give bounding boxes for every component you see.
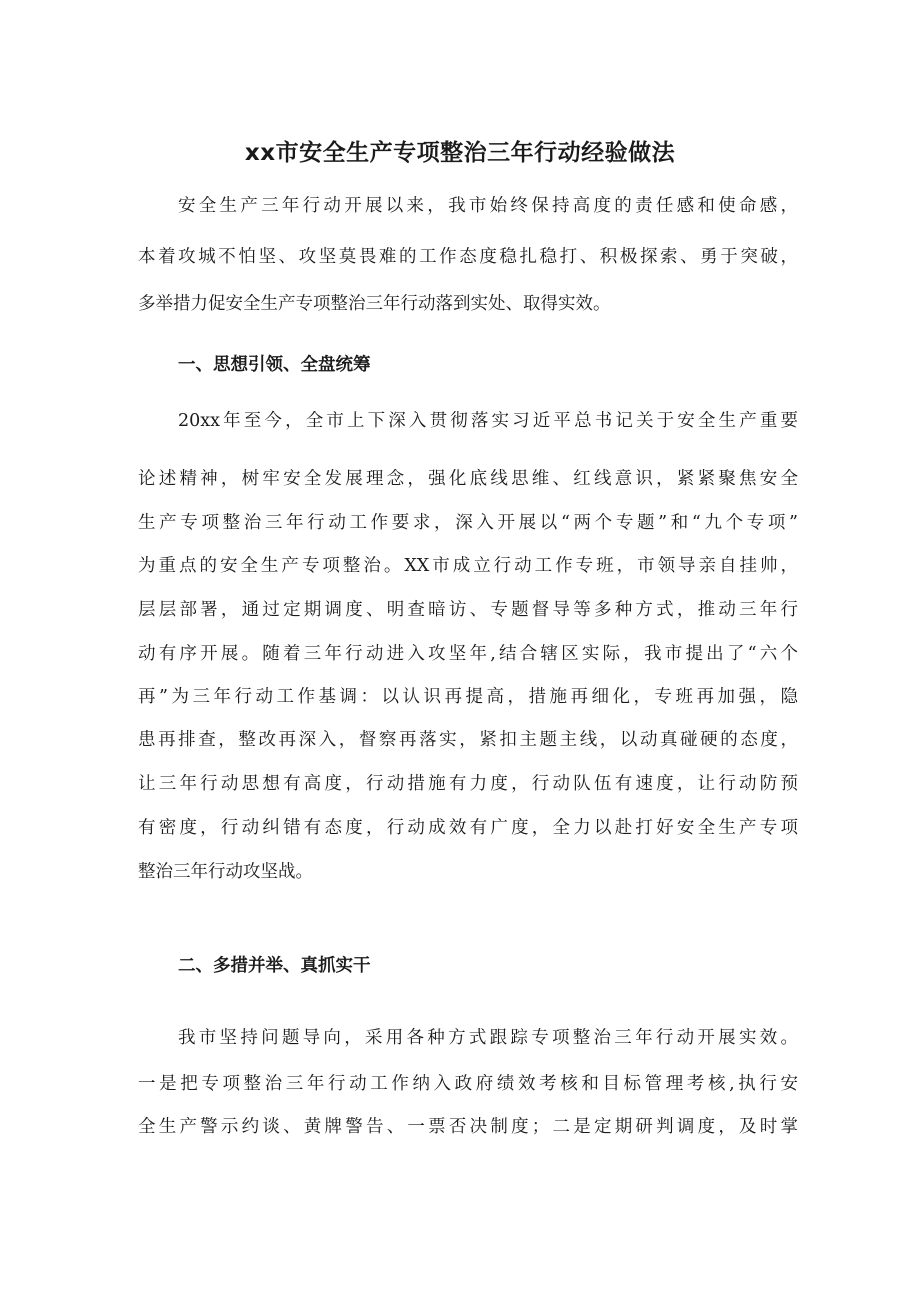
- section1-line: 患再排查，整改再深入，督察再落实，紧扣主题主线，以动真碰硬的态度，: [138, 730, 798, 750]
- section1-line: 再”为三年行动工作基调：以认识再提高，措施再细化，专班再加强，隐: [138, 687, 798, 707]
- document-title: xx市安全生产专项整治三年行动经验做法: [244, 140, 676, 166]
- section1-line: 20xx年至今，全市上下深入贯彻落实习近平总书记关于安全生产重要: [178, 411, 798, 431]
- section-heading-2: 二、多措并举、真抓实干: [178, 956, 371, 976]
- section1-line: 层层部署，通过定期调度、明查暗访、专题督导等多种方式，推动三年行: [138, 600, 798, 620]
- intro-line: 本着攻城不怕坚、攻坚莫畏难的工作态度稳扎稳打、积极探索、勇于突破，: [138, 247, 798, 267]
- section2-line: 全生产警示约谈、黄牌警告、一票否决制度；二是定期研判调度，及时掌: [138, 1117, 798, 1137]
- section1-line: 整治三年行动攻坚战。: [138, 862, 313, 882]
- intro-line: 安全生产三年行动开展以来，我市始终保持高度的责任感和使命感，: [178, 196, 798, 216]
- section1-line: 让三年行动思想有高度，行动措施有力度，行动队伍有速度，让行动防预: [138, 774, 798, 794]
- section1-line: 有密度，行动纠错有态度，行动成效有广度，全力以赴打好安全生产专项: [138, 818, 798, 838]
- section2-line: 一是把专项整治三年行动工作纳入政府绩效考核和目标管理考核,执行安: [138, 1074, 798, 1094]
- section1-line: 生产专项整治三年行动工作要求，深入开展以“两个专题”和“九个专项”: [138, 513, 798, 533]
- section1-line: 论述精神，树牢安全发展理念，强化底线思维、红线意识，紧紧聚焦安全: [138, 469, 798, 489]
- section1-line: 动有序开展。随着三年行动进入攻坚年,结合辖区实际，我市提出了“六个: [138, 644, 798, 664]
- section-heading-1: 一、思想引领、全盘统筹: [178, 355, 371, 375]
- section2-line: 我市坚持问题导向，采用各种方式跟踪专项整治三年行动开展实效。: [178, 1028, 798, 1048]
- intro-line: 多举措力促安全生产专项整治三年行动落到实处、取得实效。: [138, 294, 611, 314]
- section1-line: 为重点的安全生产专项整治。XX市成立行动工作专班，市领导亲自挂帅，: [138, 556, 798, 576]
